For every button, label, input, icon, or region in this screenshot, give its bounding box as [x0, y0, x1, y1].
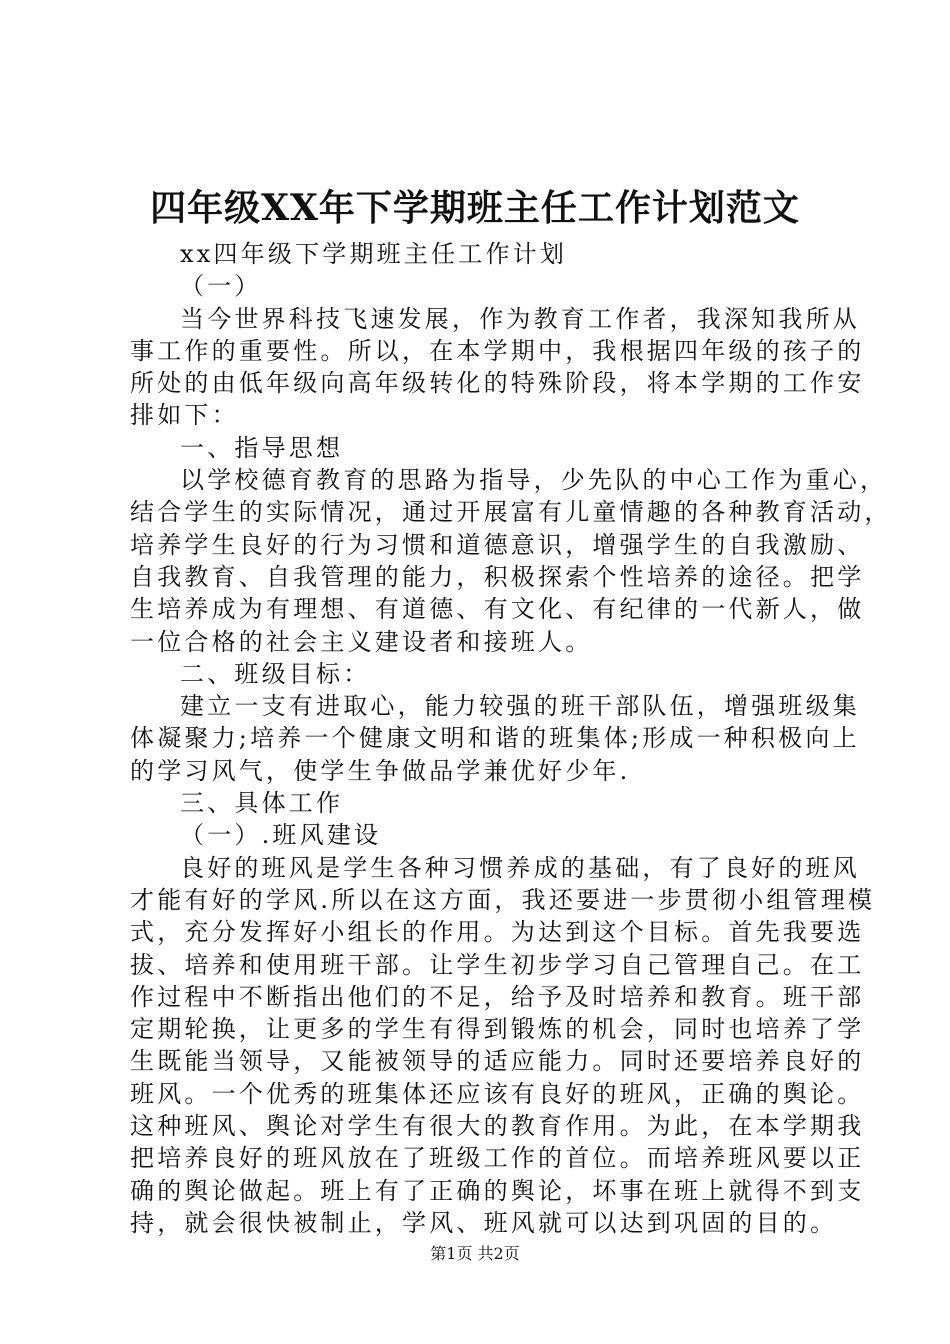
body-line: 建立一支有进取心，能力较强的班干部队伍，增强班级集 [180, 692, 860, 721]
body-line: 班风。一个优秀的班集体还应该有良好的班风，正确的舆论。 [130, 1079, 865, 1108]
page-footer: 第1页 共2页 [430, 1244, 520, 1263]
body-line: 结合学生的实际情况，通过开展富有儿童情趣的各种教育活动， [130, 498, 892, 527]
body-line: 的学习风气，使学生争做品学兼优好少年. [130, 756, 631, 785]
body-line: 良好的班风是学生各种习惯养成的基础，有了良好的班风 [180, 853, 860, 882]
body-line: 排如下： [130, 401, 239, 430]
body-line: 才能有好的学风.所以在这方面，我还要进一步贯彻小组管理模 [130, 885, 876, 914]
body-line: 这种班风、舆论对学生有很大的教育作用。为此，在本学期我 [130, 1112, 865, 1141]
body-line: 三、具体工作 [180, 789, 344, 818]
body-line: 当今世界科技飞速发展，作为教育工作者，我深知我所从 [180, 304, 860, 333]
body-line: 式，充分发挥好小组长的作用。为达到这个目标。首先我要选 [130, 918, 865, 947]
body-line: 拔、培养和使用班干部。让学生初步学习自己管理自己。在工 [130, 950, 865, 979]
body-line: 以学校德育教育的思路为指导，少先队的中心工作为重心， [180, 466, 888, 495]
body-line: （一） [180, 272, 262, 301]
body-line: xx四年级下学期班主任工作计划 [180, 240, 568, 268]
body-line: 持，就会很快被制止，学风、班风就可以达到巩固的目的。 [130, 1208, 838, 1237]
body-line: 二、班级目标： [180, 659, 371, 688]
document-title: 四年级XX年下学期班主任工作计划范文 [150, 187, 800, 229]
body-line: 体凝聚力;培养一个健康文明和谐的班集体;形成一种积极向上 [130, 724, 860, 753]
document-body [130, 238, 892, 1239]
body-line: 一位合格的社会主义建设者和接班人。 [130, 627, 593, 656]
body-line: 确的舆论做起。班上有了正确的舆论，坏事在班上就得不到支 [130, 1176, 865, 1205]
body-line: 所处的由低年级向高年级转化的特殊阶段，将本学期的工作安 [130, 369, 865, 398]
body-line: 事工作的重要性。所以，在本学期中，我根据四年级的孩子的 [130, 336, 865, 365]
body-line: 作过程中不断指出他们的不足，给予及时培养和教育。班干部 [130, 982, 865, 1011]
body-line: （一）.班风建设 [180, 821, 382, 850]
body-line: 把培养良好的班风放在了班级工作的首位。而培养班风要以正 [130, 1144, 865, 1173]
body-line: 生培养成为有理想、有道德、有文化、有纪律的一代新人，做 [130, 595, 865, 624]
body-line: 培养学生良好的行为习惯和道德意识，增强学生的自我激励、 [130, 530, 865, 559]
body-line: 一、指导思想 [180, 433, 344, 462]
body-line: 生既能当领导，又能被领导的适应能力。同时还要培养良好的 [130, 1047, 865, 1076]
body-line: 自我教育、自我管理的能力，积极探索个性培养的途径。把学 [130, 562, 865, 591]
body-line: 定期轮换，让更多的学生有得到锻炼的机会，同时也培养了学 [130, 1015, 865, 1044]
